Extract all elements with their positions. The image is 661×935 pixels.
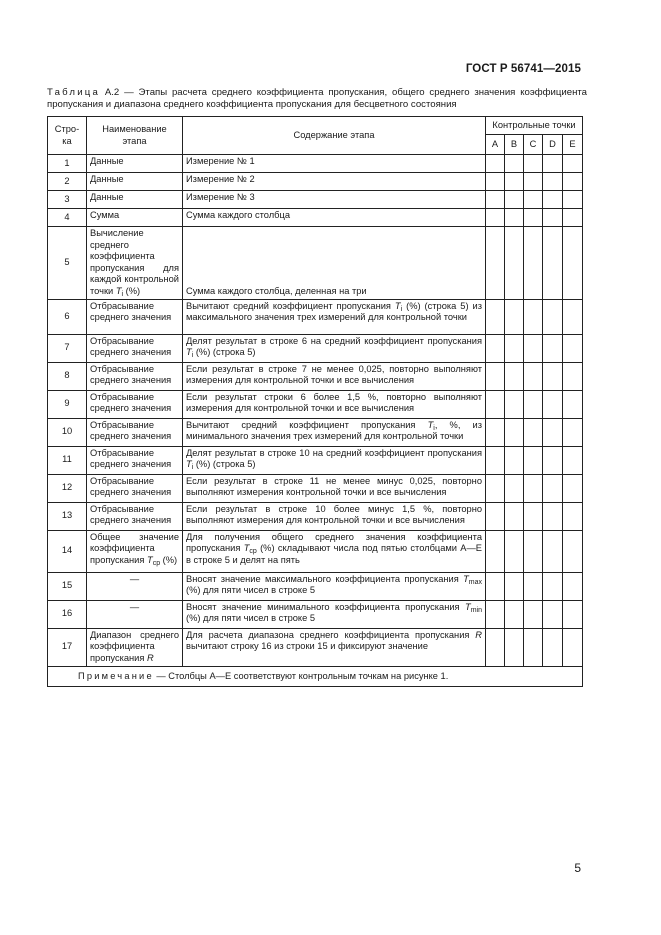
control-point-cell-b xyxy=(505,191,524,209)
control-point-cell-d xyxy=(543,155,563,173)
table-note xyxy=(48,666,583,687)
stage-content-suffix: (%) складывают числа под пятью столбцами А—Е в строке 5 и делят на пять xyxy=(186,543,482,565)
stage-content-text: Вносят значение максимального коэффициента пропускания xyxy=(186,573,464,584)
control-point-cell-d xyxy=(543,299,563,334)
stage-content-text: Делят результат в строке 6 на средний коэффициент пропускания xyxy=(186,335,482,346)
stage-content-symbol: T xyxy=(427,419,434,430)
stage-name: Отбрасывание среднего значения xyxy=(87,334,183,362)
control-point-cell-c xyxy=(524,173,543,191)
stage-content-suffix: (%) (строка 5) xyxy=(193,459,256,470)
stage-content-subscript: i xyxy=(433,424,435,432)
control-point-cell-e xyxy=(563,572,583,600)
control-point-cell-b xyxy=(505,227,524,300)
control-point-cell-a xyxy=(486,474,505,502)
row-number: 2 xyxy=(48,173,87,191)
caption-label: Таблица xyxy=(47,87,101,98)
row-number: 6 xyxy=(48,299,87,334)
stage-content: Если результат в строке 7 не менее 0,025, повторно выполняют измерения для контрольной точки и все вычисления xyxy=(183,362,486,390)
row-number: 16 xyxy=(48,600,87,628)
stage-name: Отбрасывание среднего значения xyxy=(87,446,183,474)
row-number: 1 xyxy=(48,155,87,173)
header-control-points: Контрольные точки xyxy=(486,117,583,135)
control-point-cell-c xyxy=(524,446,543,474)
control-point-cell-c xyxy=(524,628,543,666)
note-label: Примечание xyxy=(78,670,154,681)
stage-name: — xyxy=(87,572,183,600)
note-text: — Столбцы А—Е соответствуют контрольным точкам на рисунке 1. xyxy=(153,670,449,681)
control-point-cell-d xyxy=(543,628,563,666)
row-number: 7 xyxy=(48,334,87,362)
control-point-cell-e xyxy=(563,390,583,418)
row-number: 12 xyxy=(48,474,87,502)
control-point-cell-b xyxy=(505,334,524,362)
stage-content-suffix: вычитают строку 16 из строки 15 и фиксируют значение xyxy=(186,641,429,652)
control-point-cell-e xyxy=(563,600,583,628)
table-row xyxy=(48,446,583,474)
stage-content xyxy=(183,334,486,362)
stage-content xyxy=(183,530,486,572)
stage-content-symbol: T xyxy=(186,459,192,470)
control-point-cell-b xyxy=(505,418,524,446)
stage-content-subscript: min xyxy=(470,606,482,614)
row-number: 15 xyxy=(48,572,87,600)
stage-content xyxy=(183,628,486,666)
control-point-cell-b xyxy=(505,446,524,474)
control-point-cell-d xyxy=(543,474,563,502)
header-point-c: C xyxy=(524,135,543,155)
header-point-b: B xyxy=(505,135,524,155)
control-point-cell-a xyxy=(486,155,505,173)
control-point-cell-e xyxy=(563,299,583,334)
stage-name xyxy=(87,227,183,300)
control-point-cell-d xyxy=(543,600,563,628)
row-number: 4 xyxy=(48,209,87,227)
stage-name-symbol: T xyxy=(115,285,122,296)
stage-content-suffix: (%) для пяти чисел в строке 5 xyxy=(186,613,316,624)
control-point-cell-d xyxy=(543,191,563,209)
control-point-cell-c xyxy=(524,299,543,334)
stage-name-symbol: R xyxy=(147,652,154,663)
control-point-cell-e xyxy=(563,446,583,474)
stage-content-text: Для получения общего среднего значения коэффициента пропускания xyxy=(186,531,482,554)
control-point-cell-a xyxy=(486,530,505,572)
control-point-cell-e xyxy=(563,155,583,173)
stage-content-subscript: ср xyxy=(249,548,257,556)
stage-content-text: Для расчета диапазона среднего коэффициента пропускания xyxy=(186,629,476,640)
control-point-cell-d xyxy=(543,209,563,227)
control-point-cell-e xyxy=(563,628,583,666)
stage-content: Сумма каждого столбца xyxy=(183,209,486,227)
table-row xyxy=(48,418,583,446)
table-row xyxy=(48,299,583,334)
control-point-cell-e xyxy=(563,362,583,390)
stage-name: Данные xyxy=(87,191,183,209)
stage-content: Если результат в строке 10 более минус 1,5 %, повторно выполняют измерения для контрольной точки и все вычисления xyxy=(183,502,486,530)
stage-content-subscript: i xyxy=(191,464,194,472)
stage-content xyxy=(183,418,486,446)
control-point-cell-a xyxy=(486,502,505,530)
table-row xyxy=(48,628,583,666)
control-point-cell-c xyxy=(524,474,543,502)
control-point-cell-a xyxy=(486,446,505,474)
control-point-cell-b xyxy=(505,600,524,628)
page-number: 5 xyxy=(574,861,581,875)
table-row xyxy=(48,173,583,191)
table-row xyxy=(48,390,583,418)
control-point-cell-a xyxy=(486,227,505,300)
header-point-a: A xyxy=(486,135,505,155)
control-point-cell-a xyxy=(486,299,505,334)
control-point-cell-c xyxy=(524,600,543,628)
control-point-cell-b xyxy=(505,155,524,173)
control-point-cell-e xyxy=(563,530,583,572)
control-point-cell-b xyxy=(505,362,524,390)
control-point-cell-b xyxy=(505,530,524,572)
header-row-number: Стро-ка xyxy=(48,117,87,155)
caption-text: А.2 — Этапы расчета среднего коэффициента пропускания, общего среднего значения коэффициента пропускания и диапазона среднего коэффициента пропускания для бесцветного состояния xyxy=(47,87,587,110)
stage-name-subscript: ср xyxy=(152,559,161,567)
control-point-cell-d xyxy=(543,390,563,418)
row-number: 11 xyxy=(48,446,87,474)
stage-content xyxy=(183,446,486,474)
row-number: 10 xyxy=(48,418,87,446)
control-point-cell-b xyxy=(505,572,524,600)
control-point-cell-d xyxy=(543,530,563,572)
control-point-cell-e xyxy=(563,173,583,191)
control-point-cell-d xyxy=(543,362,563,390)
stage-name: Данные xyxy=(87,173,183,191)
table-row xyxy=(48,191,583,209)
control-point-cell-c xyxy=(524,191,543,209)
stage-content-text: Вычитают средний коэффициент пропускания xyxy=(186,419,428,430)
control-point-cell-a xyxy=(486,390,505,418)
table-row xyxy=(48,334,583,362)
stage-name-text: Диапазон среднего коэффициента пропускания xyxy=(90,629,179,663)
control-point-cell-e xyxy=(563,502,583,530)
control-point-cell-d xyxy=(543,572,563,600)
control-point-cell-e xyxy=(563,334,583,362)
table-row xyxy=(48,572,583,600)
stage-content xyxy=(183,299,486,334)
control-point-cell-e xyxy=(563,227,583,300)
stage-content-suffix: (%) (строка 5) xyxy=(193,347,256,358)
row-number: 14 xyxy=(48,530,87,572)
row-number: 8 xyxy=(48,362,87,390)
control-point-cell-e xyxy=(563,474,583,502)
stage-name-text: Общее значение коэффициента пропускания xyxy=(90,531,179,565)
stage-content-symbol: T xyxy=(465,601,471,612)
control-point-cell-b xyxy=(505,173,524,191)
control-point-cell-c xyxy=(524,209,543,227)
control-point-cell-a xyxy=(486,334,505,362)
stage-name: Отбрасывание среднего значения xyxy=(87,418,183,446)
stage-name: Отбрасывание среднего значения xyxy=(87,362,183,390)
stage-content-text: Делят результат в строке 10 на средний коэффициент пропускания xyxy=(186,447,482,458)
control-point-cell-a xyxy=(486,418,505,446)
table-caption xyxy=(47,87,587,111)
control-point-cell-c xyxy=(524,530,543,572)
control-point-cell-c xyxy=(524,155,543,173)
stage-content: Измерение № 1 xyxy=(183,155,486,173)
control-point-cell-a xyxy=(486,173,505,191)
control-point-cell-c xyxy=(524,362,543,390)
stage-content: Если результат в строке 11 не менее минус 0,025, повторно выполняют измерения контрольной точки и все вычисления xyxy=(183,474,486,502)
control-point-cell-a xyxy=(486,209,505,227)
control-point-cell-d xyxy=(543,227,563,300)
table-row xyxy=(48,155,583,173)
stage-content-text: Вносят значение минимального коэффициента пропускания xyxy=(186,601,466,612)
stage-name-subscript: i xyxy=(121,290,124,298)
header-stage-content: Содержание этапа xyxy=(183,117,486,155)
stage-content-symbol: T xyxy=(186,347,192,358)
stage-content: Если результат строки 6 более 1,5 %, повторно выполняют измерения для контрольной точки и все вычисления xyxy=(183,390,486,418)
control-point-cell-d xyxy=(543,334,563,362)
stage-name-suffix: (%) xyxy=(160,554,178,565)
control-point-cell-d xyxy=(543,173,563,191)
stage-content xyxy=(183,600,486,628)
table-row xyxy=(48,227,583,300)
stage-name: Отбрасывание среднего значения xyxy=(87,299,183,334)
table-row xyxy=(48,474,583,502)
control-point-cell-b xyxy=(505,502,524,530)
control-point-cell-a xyxy=(486,572,505,600)
stage-content-symbol: T xyxy=(463,573,469,584)
header-point-e: E xyxy=(563,135,583,155)
control-point-cell-c xyxy=(524,502,543,530)
row-number: 3 xyxy=(48,191,87,209)
stage-content-subscript: max xyxy=(468,578,482,586)
stage-name-text: Вычисление среднего коэффициента пропускания для каждой контрольной точки xyxy=(90,228,179,296)
stage-content: Сумма каждого столбца, деленная на три xyxy=(183,227,486,300)
control-point-cell-d xyxy=(543,502,563,530)
control-point-cell-c xyxy=(524,418,543,446)
document-code: ГОСТ Р 56741—2015 xyxy=(465,63,581,75)
header-point-d: D xyxy=(543,135,563,155)
control-point-cell-c xyxy=(524,572,543,600)
control-point-cell-c xyxy=(524,227,543,300)
stage-content-suffix: , %, из минимального значения трех измерений для контрольной точки xyxy=(186,419,482,442)
row-number: 5 xyxy=(48,227,87,300)
control-point-cell-b xyxy=(505,474,524,502)
row-number: 9 xyxy=(48,390,87,418)
stage-name: Сумма xyxy=(87,209,183,227)
row-number: 13 xyxy=(48,502,87,530)
control-point-cell-e xyxy=(563,209,583,227)
control-point-cell-e xyxy=(563,418,583,446)
stage-name: Отбрасывание среднего значения xyxy=(87,390,183,418)
control-point-cell-c xyxy=(524,390,543,418)
stage-name xyxy=(87,530,183,572)
control-point-cell-b xyxy=(505,628,524,666)
control-point-cell-b xyxy=(505,209,524,227)
control-point-cell-c xyxy=(524,334,543,362)
stage-content-suffix: (%) для пяти чисел в строке 5 xyxy=(186,585,316,596)
stage-name: Отбрасывание среднего значения xyxy=(87,474,183,502)
control-point-cell-d xyxy=(543,418,563,446)
stage-name-symbol: T xyxy=(147,554,153,565)
stage-name: Данные xyxy=(87,155,183,173)
stages-table xyxy=(47,116,583,687)
row-number: 17 xyxy=(48,628,87,666)
control-point-cell-a xyxy=(486,191,505,209)
control-point-cell-a xyxy=(486,600,505,628)
stage-content-symbol: T xyxy=(243,543,250,554)
stage-content-symbol: T xyxy=(394,300,401,311)
stage-content-symbol: R xyxy=(475,629,482,640)
stage-name: — xyxy=(87,600,183,628)
stage-content-subscript: i xyxy=(400,305,403,313)
stage-content: Измерение № 2 xyxy=(183,173,486,191)
control-point-cell-a xyxy=(486,628,505,666)
control-point-cell-b xyxy=(505,390,524,418)
control-point-cell-d xyxy=(543,446,563,474)
table-row xyxy=(48,362,583,390)
stage-name-suffix: (%) xyxy=(123,285,141,296)
header-stage-name: Наименование этапа xyxy=(87,117,183,155)
stage-name: Отбрасывание среднего значения xyxy=(87,502,183,530)
stage-content-subscript: i xyxy=(191,352,194,360)
table-row xyxy=(48,530,583,572)
table-row xyxy=(48,502,583,530)
stage-content xyxy=(183,572,486,600)
control-point-cell-b xyxy=(505,299,524,334)
stage-name xyxy=(87,628,183,666)
control-point-cell-a xyxy=(486,362,505,390)
stage-content-text: Вычитают средний коэффициент пропускания xyxy=(186,300,395,311)
stage-content: Измерение № 3 xyxy=(183,191,486,209)
table-row xyxy=(48,209,583,227)
control-point-cell-e xyxy=(563,191,583,209)
table-row xyxy=(48,600,583,628)
stage-content-suffix: (%) (строка 5) из максимального значения трех измерений для контрольной точки xyxy=(186,300,482,323)
